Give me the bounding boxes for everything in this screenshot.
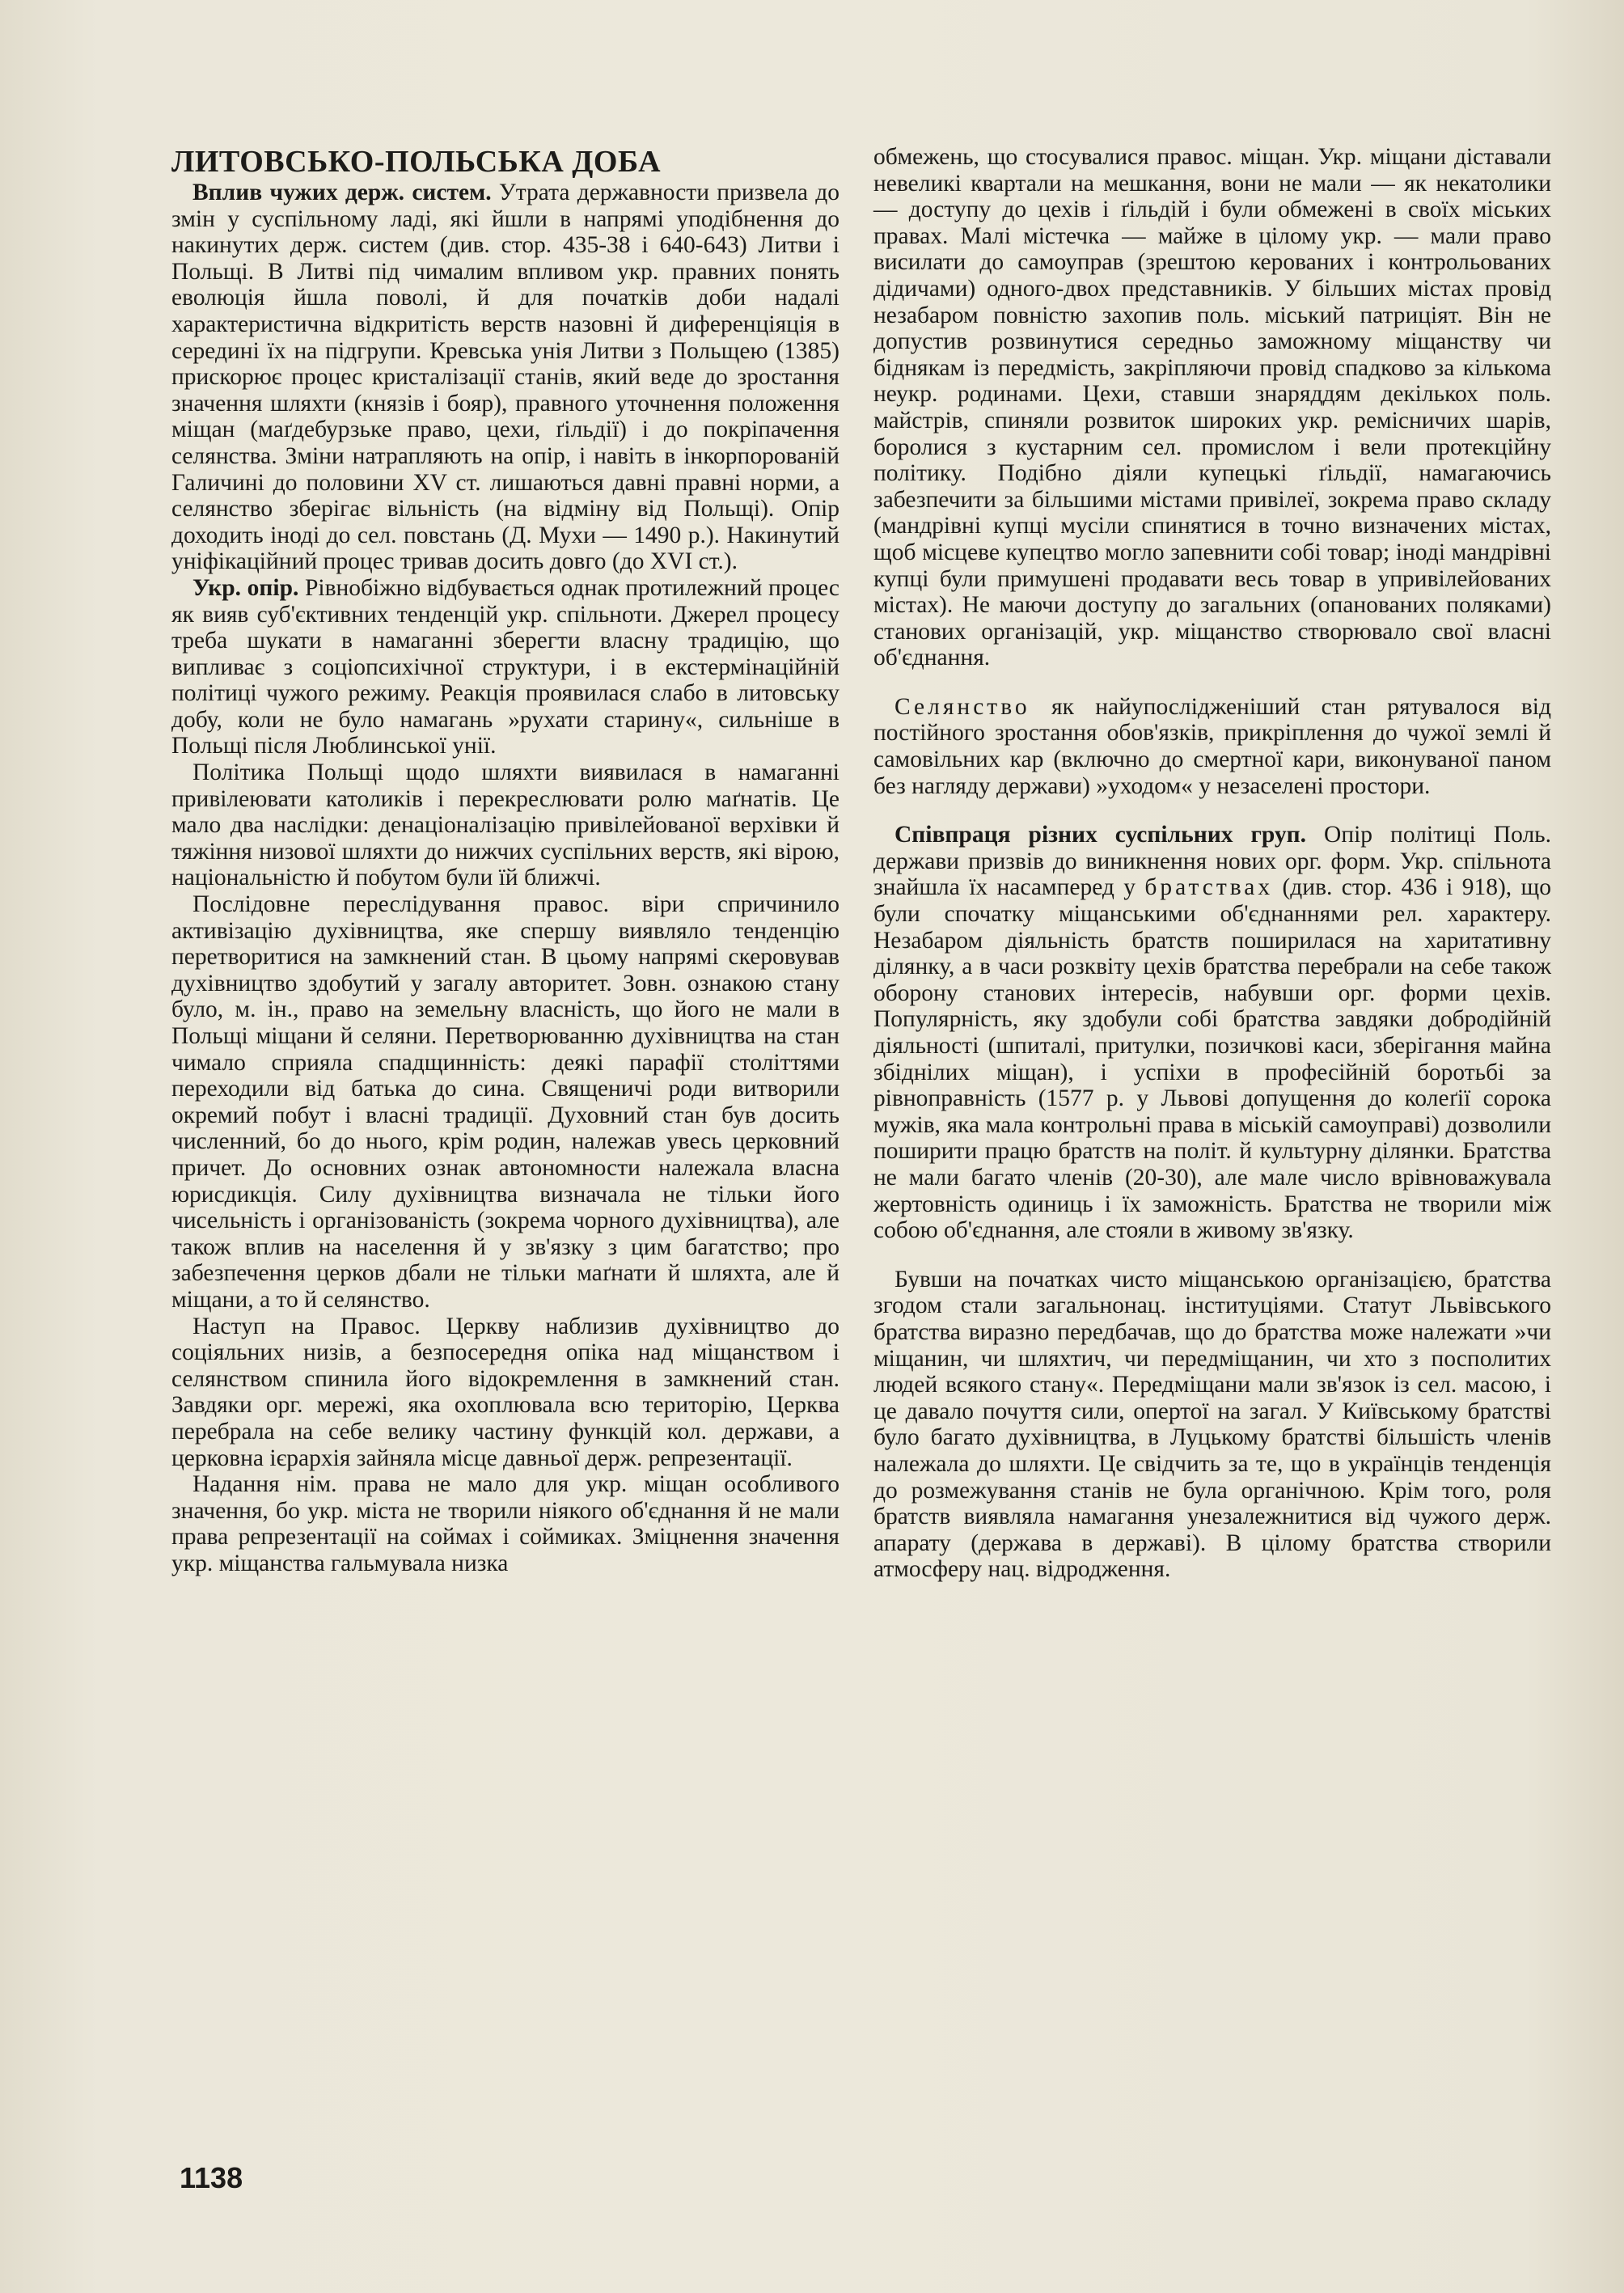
paragraph bbox=[171, 759, 839, 891]
paragraph-text: Політика Польщі щодо шляхти виявилася в намаганні привілеювати католиків і перекреслювати ролю маґнатів. Це мало два наслідки: денаціоналізацію привілейованої верхівки й тяжіння низової шляхти до нижчих суспільних верств, які вірою, національністю й побутом були їй ближчі. bbox=[171, 759, 839, 891]
paragraph-text: Рівнобіжно відбувається однак протилежний процес як вияв суб'єктивних тенденцій укр. спільноти. Джерел процесу треба шукати в намаганні зберегти власну традицію, що випливає з соціопсихічної структури, і в екстермінаційній політиці чужого режиму. Реакція проявилася слабо в литовську добу, коли не було намагань »рухати старину«, сильніше в Польщі після Люблинської унії. bbox=[171, 574, 839, 759]
paragraph bbox=[873, 1267, 1551, 1583]
paragraph bbox=[873, 822, 1551, 1244]
paragraph-text: Опір політиці Поль. держави призвів до виникнення нових орг. форм. Укр. спільнота знайшла їх насамперед у bbox=[873, 822, 1551, 901]
paragraph-subtitle: Співпраця різних суспільних груп. bbox=[894, 822, 1307, 848]
paragraph-text: Надання нім. права не мало для укр. міщан особливого значення, бо укр. міста не творили ніякого об'єднання й не мали права репрезентації на соймах і соймиках. Зміцнення значення укр. міщанства гальмувала низка bbox=[171, 1471, 839, 1576]
paragraph-text: Бувши на початках чисто міщанською організацією, братства згодом стали загальнонац. інституціями. Статут Львівського братства виразно передбачав, що до братства може належати »чи міщанин, чи шляхтич, чи передміщанин, чи хто з посполитих людей всякого стану«. Передміщани мали зв'язок із сел. масою, і це давало почуття сили, опертої на загал. У Київському братстві було багато духівництва, в Луцькому братстві більшість членів належала до шляхти. Це свідчить за те, що в українців тенденція до розмежування станів не була органічною. Крім того, роля братств виявляла намагання унезалежнитися від чужого держ. апарату (держава в державі). В цілому братства створили атмосферу нац. відродження. bbox=[873, 1266, 1551, 1583]
paragraph-text: Утрата державности призвела до змін у суспільному ладі, які йшли в напрямі уподібнення до накинутих держ. систем (див. стор. 435-38 і 640-643) Литви і Польщі. В Литві під чималим впливом укр. правних понять еволюція йшла поволі, й для початків доби надалі характеристична відкритість верств назовні й диференціяція в середині їх на підгрупи. Кревська унія Литви з Польщею (1385) прискорює процес кристалізації станів, який веде до зростання значення шляхти (князів і бояр), правного уточнення положення міщан (маґдебурзьке право, цехи, ґільдії) і до покріпачення селянства. Зміни натрапляють на опір, і навіть в інкорпорованій Галичині до половини XV ст. лишаються давні правні норми, а селянство зберігає вільність (на відміну від Польщі). Опір доходить іноді до сел. повстань (Д. Мухи — 1490 р.). Накинутий уніфікаційний процес тривав досить довго (до XVI ст.). bbox=[171, 180, 839, 575]
paragraph bbox=[171, 891, 839, 1314]
paragraph bbox=[873, 144, 1551, 671]
paragraph-text: обмежень, що стосувалися правос. міщан. Укр. міщани діставали невеликі квартали на мешкання, вони не мали — як некатолики — доступу до цехів і ґільдій і були обмежені в своїх міських правах. Малі містечка — майже в цілому укр. — мали право висилати до самоуправ (зрештою керованих і контрольованих дідичами) одного-двох представників. У більших містах провід незабаром повністю захопив поль. міський патриціят. Він не допустив розвинутися середньо заможному міщанству чи біднякам із передмість, закріпляючи провід спадково за кількома неукр. родинами. Цехи, ставши знаряддям декількох поль. майстрів, спиняли розвиток широких укр. ремісничих шарів, боролися з кустарним сел. промислом і вели протекційну політику. Подібно діяли купецькі ґільдії, намагаючись забезпечити за більшими містами привілеї, зокрема право складу (мандрівні купці мусіли спинятися в точно визначених містах, щоб місцеве купецтво могло запевнити собі товар; іноді мандрівні купці були примушені продавати весь товар в упривілейованих містах). Не маючи доступу до загальних (опанованих поляками) станових організацій, укр. міщанство створювало свої власні об'єднання. bbox=[873, 144, 1551, 671]
left-column bbox=[171, 144, 839, 1576]
paragraph bbox=[171, 180, 839, 575]
right-column bbox=[873, 144, 1551, 1583]
spaced-term: братствах bbox=[1144, 874, 1274, 901]
section-heading: ЛИТОВСЬКО-ПОЛЬСЬКА ДОБА bbox=[171, 145, 662, 179]
paragraph-subtitle: Укр. опір. bbox=[192, 574, 299, 601]
paragraph bbox=[171, 1471, 839, 1576]
paragraph bbox=[873, 694, 1551, 799]
paragraph-text: як найупослідженіший стан рятувалося від постійного зростання обов'язків, прикріплення до чужої землі й самовільних кар (включно до смертної кари, виконуваної паном без нагляду держави) »уходом« у незаселені простори. bbox=[873, 693, 1551, 799]
spaced-term: Селянство bbox=[894, 693, 1030, 720]
paragraph-subtitle: Вплив чужих держ. систем. bbox=[192, 180, 492, 205]
paragraph bbox=[171, 575, 839, 759]
paragraph-text: Наступ на Правос. Церкву наблизив духівництво до соціяльних низів, а безпосередня опіка над міщанством і селянством спинила його відокремлення в замкнений стан. Завдяки орг. мережі, яка охоплювала всю територію, Церква перебрала на себе велику частину функцій кол. держави, а церковна ієрархія зайняла місце давньої держ. репрезентації. bbox=[171, 1313, 839, 1471]
paragraph-text: (див. стор. 436 і 918), що були спочатку міщанськими об'єднаннями рел. характеру. Незабаром діяльність братств поширилася на харитативну ділянку, а в часи розквіту цехів братства перебрали на себе також оборону станових інтересів, набувши орг. форми цехів. Популярність, яку здобули собі братства завдяки добродійній діяльності (шпиталі, притулки, позичкові каси, зберігання майна збіднілих міщан), і успіхи в професійній боротьбі за рівноправність (1577 р. у Львові допущення до колеґії сорока мужів, яка мала контрольні права в міській самоуправі) дозволили поширити працю братств на політ. й культурну ділянки. Братства не мали багато членів (20-30), але мале число врівноважувала жертовність одиниць і їх заможність. Братства не творили між собою об'єднання, але стояли в живому зв'язку. bbox=[873, 874, 1551, 1244]
paragraph-text: Послідовне переслідування правос. віри спричинило активізацію духівництва, яке спершу виявляло тенденцію перетворитися на замкнений стан. В цьому напрямі скеровував духівництво здобутий у загалу авторитет. Зовн. ознакою стану було, м. ін., право на земельну власність, що його не мали в Польщі міщани й селяни. Перетворюванню духівництва на стан чимало сприяла спадщинність: деякі парафії століттями переходили від батька до сина. Священичі роди витворили окремий побут і власні традиції. Духовний стан був досить численний, бо до нього, крім родин, належав увесь церковний причет. До основних ознак автономности належала власна юрисдикція. Силу духівництва визначала не тільки його чисельність і організованість (зокрема чорного духівництва), але також вплив на населення й у зв'язку з цим багатство; про забезпечення церков дбали не тільки маґнати й шляхта, але й міщани, а то й селянство. bbox=[171, 891, 839, 1313]
page-number: 1138 bbox=[180, 2161, 243, 2194]
paragraph bbox=[171, 1314, 839, 1472]
